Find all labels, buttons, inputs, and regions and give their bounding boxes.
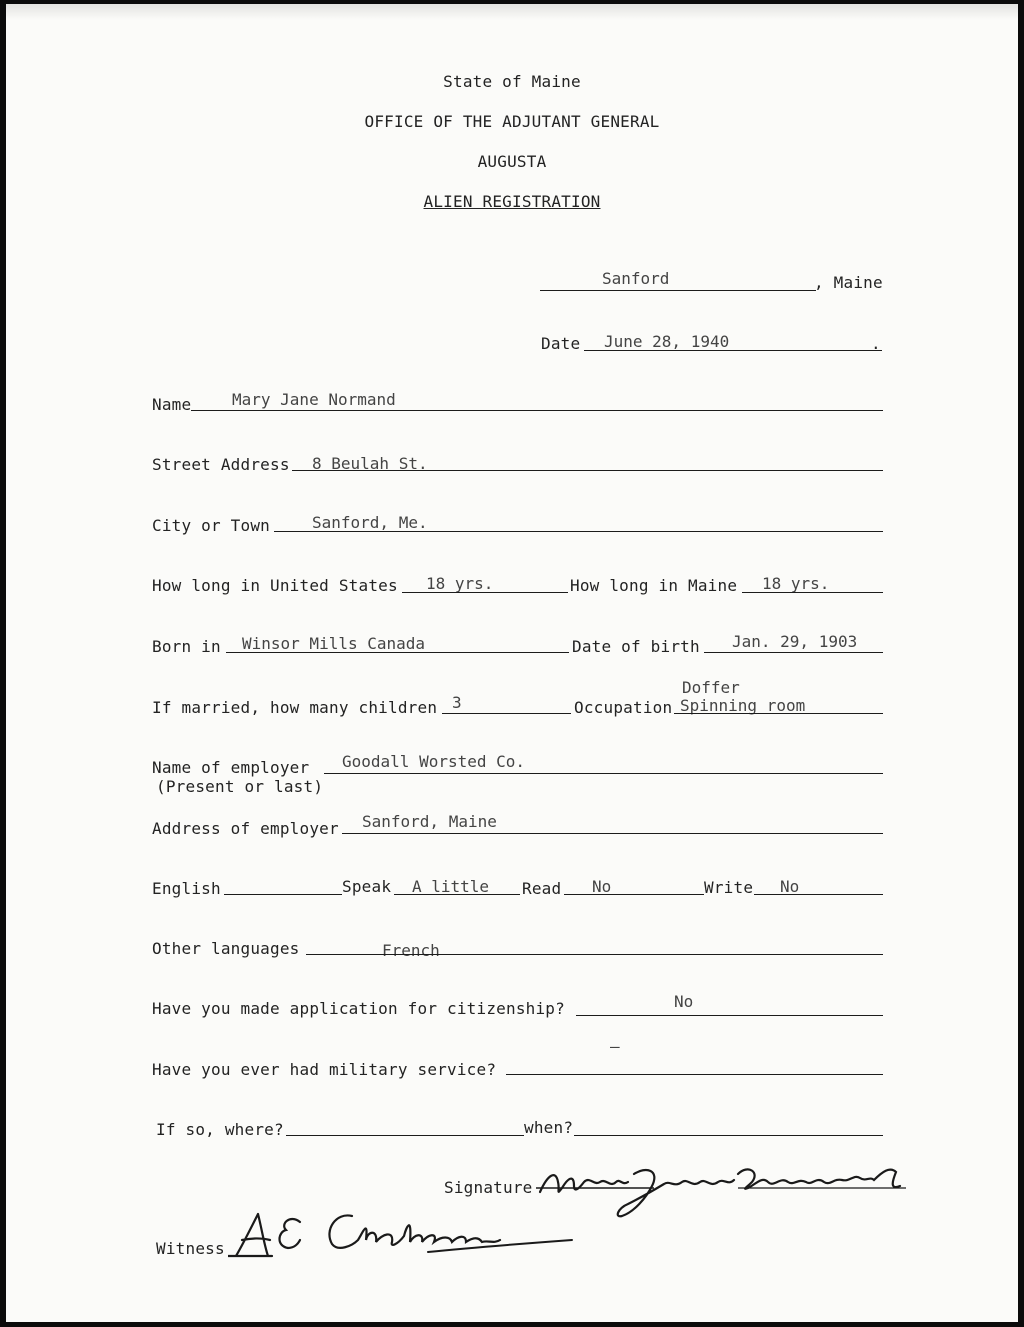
write-value: No [780, 877, 800, 896]
occupation-line [674, 713, 883, 714]
dob-label: Date of birth [572, 637, 700, 656]
header-city: AUGUSTA [477, 152, 547, 171]
employer-value: Goodall Worsted Co. [342, 752, 526, 771]
children-label: If married, how many children [152, 698, 438, 717]
employer-address-line [342, 833, 883, 834]
maine-years-label: How long in Maine [570, 576, 738, 595]
us-years-line [402, 592, 568, 593]
read-line [564, 894, 704, 895]
where-label: If so, where? [156, 1120, 284, 1139]
read-label: Read [522, 879, 562, 898]
occupation-value-top: Doffer [682, 678, 740, 697]
employer-line [324, 773, 883, 774]
header-office: OFFICE OF THE ADJUTANT GENERAL [364, 112, 660, 131]
dob-line [704, 652, 883, 653]
us-years-label: How long in United States [152, 576, 398, 595]
where-line [286, 1135, 524, 1136]
military-value: — [610, 1037, 620, 1056]
occupation-value: Spinning room [680, 696, 806, 715]
speak-label: Speak [342, 877, 392, 896]
us-years-value: 18 yrs. [426, 574, 494, 593]
employer-address-value: Sanford, Maine [362, 812, 497, 831]
city-value: Sanford, Me. [312, 513, 428, 532]
dob-value: Jan. 29, 1903 [732, 632, 858, 651]
scan-edge-shadow [6, 4, 1018, 20]
street-line [292, 470, 883, 471]
place-value: Sanford [602, 269, 670, 288]
signature-label: Signature [444, 1178, 533, 1197]
employer-sublabel: (Present or last) [156, 777, 324, 796]
when-line [574, 1135, 883, 1136]
street-value: 8 Beulah St. [312, 454, 428, 473]
name-line [191, 410, 883, 411]
maine-years-line [742, 592, 883, 593]
place-suffix: , Maine [814, 273, 883, 292]
military-line [506, 1074, 883, 1075]
employer-label: Name of employer [152, 758, 310, 777]
header-title: ALIEN REGISTRATION [423, 192, 601, 211]
name-value: Mary Jane Normand [232, 390, 396, 409]
military-label: Have you ever had military service? [152, 1060, 497, 1079]
children-line [442, 713, 571, 714]
write-line [754, 894, 883, 895]
signature-handwriting [534, 1152, 914, 1222]
place-line [540, 290, 816, 291]
date-end: . [871, 334, 881, 353]
english-line [224, 894, 342, 895]
citizenship-value: No [674, 992, 694, 1011]
occupation-label: Occupation [574, 698, 673, 717]
citizenship-line [576, 1015, 883, 1016]
registration-form-page [6, 4, 1018, 1322]
speak-value: A little [412, 877, 490, 896]
name-label: Name [152, 395, 192, 414]
other-languages-label: Other languages [152, 939, 300, 958]
speak-line [394, 894, 520, 895]
witness-handwriting [228, 1200, 588, 1270]
date-value: June 28, 1940 [604, 332, 730, 351]
city-label: City or Town [152, 516, 270, 535]
header-state: State of Maine [443, 72, 581, 91]
other-languages-line [306, 954, 883, 955]
street-label: Street Address [152, 455, 290, 474]
born-label: Born in [152, 637, 221, 656]
date-label: Date [541, 334, 581, 353]
write-label: Write [704, 878, 754, 897]
employer-address-label: Address of employer [152, 819, 339, 838]
citizenship-label: Have you made application for citizenship? [152, 999, 565, 1018]
other-languages-value: French [382, 941, 440, 960]
read-value: No [592, 877, 612, 896]
date-line [584, 350, 882, 351]
witness-label: Witness [156, 1239, 225, 1258]
maine-years-value: 18 yrs. [762, 574, 830, 593]
children-value: 3 [452, 693, 462, 712]
city-line [274, 531, 883, 532]
when-label: when? [524, 1118, 574, 1137]
born-value: Winsor Mills Canada [242, 634, 426, 653]
born-line [226, 652, 569, 653]
english-label: English [152, 879, 221, 898]
